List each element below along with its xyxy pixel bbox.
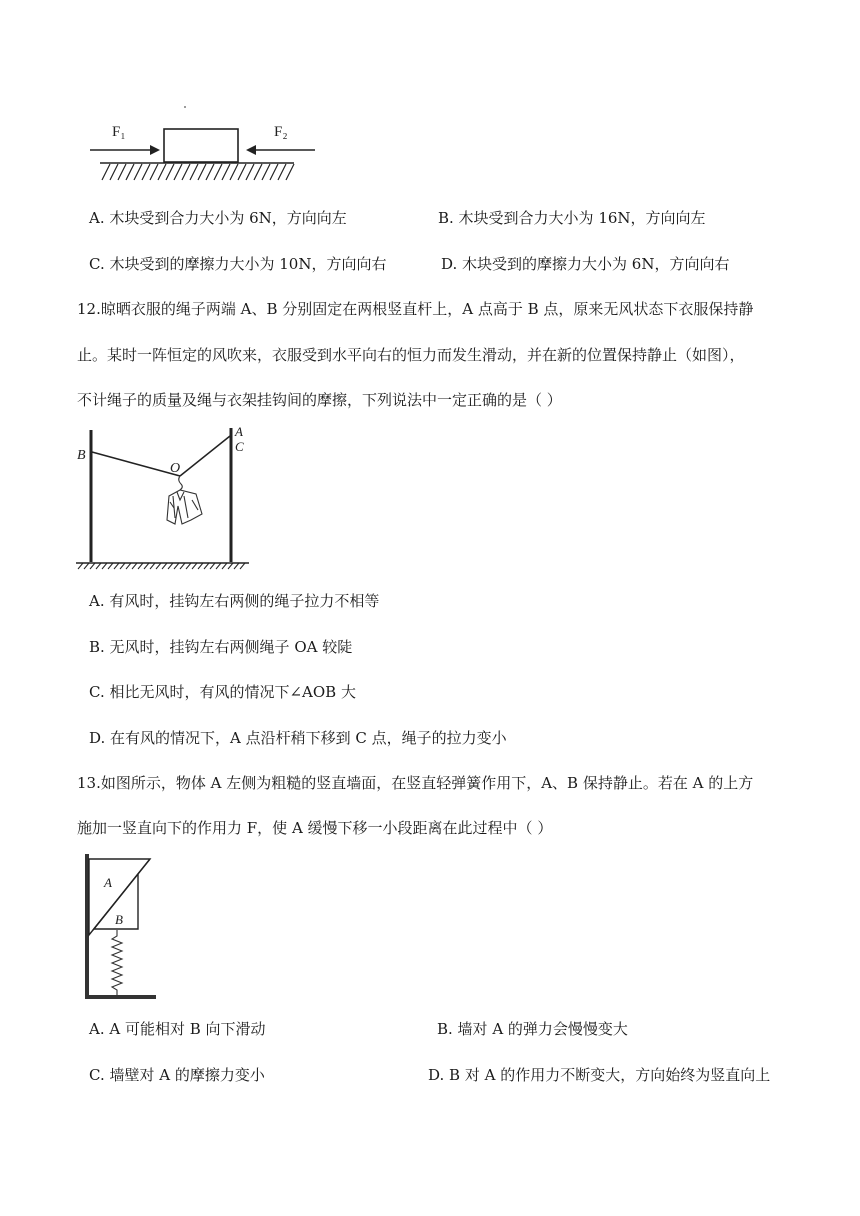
arrow-f2 bbox=[246, 145, 315, 155]
q12-option-d: D. 在有风的情况下，A 点沿杆稍下移到 C 点，绳子的拉力变小 bbox=[89, 729, 507, 747]
q11-option-d: D. 木块受到的摩擦力大小为 6N，方向向右 bbox=[441, 255, 730, 273]
block-force-diagram bbox=[80, 100, 330, 190]
q11-option-c: C. 木块受到的摩擦力大小为 10N，方向向右 bbox=[89, 255, 387, 273]
q12-option-c: C. 相比无风时，有风的情况下∠AOB 大 bbox=[89, 683, 356, 701]
q12-stem-line-2: 止。某时一阵恒定的风吹来，衣服受到水平向右的恒力而发生滑动，并在新的位置保持静止（如图）， bbox=[77, 346, 745, 364]
clothes-icon bbox=[167, 476, 202, 524]
ground-hatching bbox=[78, 563, 245, 569]
clothesline-diagram bbox=[74, 424, 264, 574]
q13-stem-line-2: 施加一竖直向下的作用力 F，使 A 缓慢下移一小段距离在此过程中（ ） bbox=[77, 819, 553, 837]
q12-option-b: B. 无风时，挂钩左右两侧绳子 OA 较陡 bbox=[89, 638, 353, 656]
q13-stem-line-1: 13.如图所示，物体 A 左侧为粗糙的竖直墙面，在竖直轻弹簧作用下，A、B 保持静止。若在 A 的上方 bbox=[77, 774, 754, 792]
label-b: B bbox=[77, 448, 86, 463]
q13-option-a: A. A 可能相对 B 向下滑动 bbox=[89, 1020, 266, 1038]
label-o: O bbox=[170, 461, 181, 476]
q12-stem-line-1: 12.晾晒衣服的绳子两端 A、B 分别固定在两根竖直杆上，A 点高于 B 点，原来无风状态下衣服保持静 bbox=[77, 300, 754, 318]
q13-option-b: B. 墙对 A 的弹力会慢慢变大 bbox=[437, 1020, 628, 1038]
wall-spring-diagram bbox=[80, 850, 160, 1002]
label-a: A bbox=[104, 875, 112, 890]
ground-hatching bbox=[102, 164, 294, 180]
label-f2: F₂ bbox=[274, 124, 288, 140]
label-f1: F₁ bbox=[112, 124, 126, 140]
rope-ob bbox=[92, 452, 180, 476]
q11-option-b: B. 木块受到合力大小为 16N，方向向左 bbox=[438, 209, 706, 227]
arrow-f1 bbox=[90, 145, 160, 155]
block bbox=[164, 129, 238, 162]
label-b: B bbox=[115, 912, 123, 927]
q12-stem-line-3: 不计绳子的质量及绳与衣架挂钩间的摩擦，下列说法中一定正确的是（ ） bbox=[77, 391, 562, 409]
q13-option-c: C. 墙壁对 A 的摩擦力变小 bbox=[89, 1066, 265, 1084]
rope-oa bbox=[180, 436, 230, 476]
label-c: C bbox=[235, 439, 244, 454]
label-a: A bbox=[235, 424, 243, 439]
spring bbox=[112, 930, 122, 996]
q11-option-a: A. 木块受到合力大小为 6N，方向向左 bbox=[89, 209, 347, 227]
q12-option-a: A. 有风时，挂钩左右两侧的绳子拉力不相等 bbox=[89, 592, 380, 610]
q13-option-d: D. B 对 A 的作用力不断变大，方向始终为竖直向上 bbox=[428, 1066, 771, 1084]
